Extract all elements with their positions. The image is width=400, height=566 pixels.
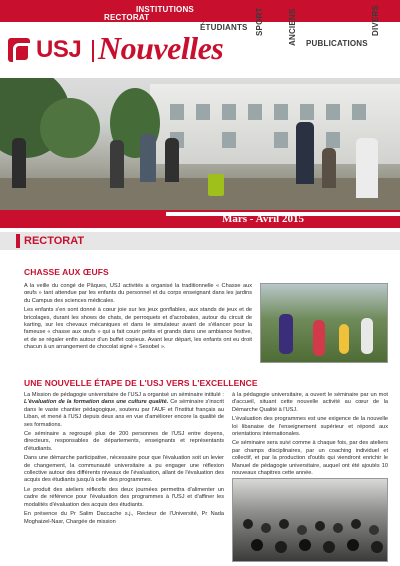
article2-right-column: [232, 392, 388, 479]
masthead-usj: USJ: [36, 36, 82, 63]
article2-paragraph: Le produit des ateliers réflexifs des deux journées permettra d'alimenter un cadre de référence pour l'évaluation des programmes à l'USJ et d'affiner les modalités d'évaluation des acquis des étudiants.: [24, 486, 224, 508]
nav-tab-rectorat[interactable]: RECTORAT: [104, 13, 150, 22]
nav-tab-etudiants[interactable]: ÉTUDIANTS: [200, 23, 248, 32]
article-title-chasse: CHASSE AUX ŒUFS: [24, 267, 109, 277]
article2-paragraph: Dans une démarche participative, nécessaire pour que l'évaluation soit un levier de changement, la communauté universitaire a pu engager une réflexion collective autour des différents niveaux de l'évaluation, allant de l'évaluation des acquis des étudiants jusqu'à celle des programmes.: [24, 455, 224, 484]
article1-paragraph: Les enfants s'en sont donné à cœur joie sur les jeux gonflables, aux stands de jeux et de bricolages, durant les shows de chats, de perroquets et d'acrobates, autour du circuit de karting, sur les chevaux mécaniques et dans le simulateur avant de s'élancer pour la fameuse « chasse aux œufs » qui a fait courir petits et grands dans une ambiance festive, et de se régaler enfin autour d'un buffet copieux. Avant leur départ, les enfants ont eu droit chacun à un arrangement de chocolat signé « Sesobel ».: [24, 307, 252, 351]
article2-intro: La Mission de pédagogie universitaire de l'USJ a organisé un séminaire intitulé :: [24, 392, 224, 398]
nav-tab-publications[interactable]: PUBLICATIONS: [306, 39, 368, 48]
nav-tab-institutions[interactable]: INSTITUTIONS: [136, 5, 194, 14]
article2-paragraph: à la pédagogie universitaire, a ouvert le séminaire par un mot d'accueil, situant cette nouvelle activité au cœur de la Démarche Qualité à l'USJ.: [232, 392, 388, 413]
issue-date: Mars - Avril 2015: [222, 213, 304, 225]
nav-tab-divers[interactable]: DIVERS: [371, 5, 380, 36]
article1-paragraph: A la veille du congé de Pâques, USJ activités a organisé la traditionnelle « Chasse aux œufs » tant attendue par les enfants du personnel et du corps enseignant dans les jardins du Campus des sciences médicales.: [24, 283, 252, 304]
hero-green-bin: [208, 174, 224, 196]
usj-logo-icon: [8, 38, 30, 62]
hero-photo: [0, 78, 400, 218]
article2-left-column: [24, 392, 224, 528]
section-title: RECTORAT: [24, 235, 85, 247]
section-marker: [16, 234, 20, 248]
masthead-nouvelles: Nouvelles: [98, 30, 224, 66]
article2-paragraph: L'évaluation des programmes est une exigence de la nouvelle loi libanaise de l'enseignement supérieur et répond aux orientations internationales.: [232, 416, 388, 438]
nav-tab-anciens[interactable]: ANCIENS: [288, 8, 297, 46]
masthead-separator: [92, 40, 94, 62]
nav-tab-sport[interactable]: SPORT: [255, 7, 264, 36]
masthead: [0, 0, 400, 80]
article-title-excellence: UNE NOUVELLE ÉTAPE DE L'USJ VERS L'EXCELLENCE: [24, 378, 258, 388]
article2-paragraph: Ce séminaire sera suivi comme à chaque fois, par des ateliers par champs disciplinaires, par un coaching individuel et collectif, et par la production d'outils qui viendront enrichir le Manuel de pédagogie universitaire, auquel ont été ajoutés 10 nouveaux chapitres cette année.: [232, 440, 388, 477]
seminar-title: L'évaluation de la formation dans une culture qualité.: [24, 399, 169, 406]
article2-intro-continued: Ce séminaire s'inscrit dans le vaste chantier pédagogique, soutenu par l'AUF et l'Institut français au Liban, et mené à l'USJ depuis deux ans en vue d'améliorer encore la qualité de ses formations.: [24, 399, 224, 428]
article1-body: [24, 283, 252, 354]
article2-paragraph: Ce séminaire a regroupé plus de 200 personnes de l'USJ entre doyens, directeurs, responsables de départements, enseignants et représentants d'étudiants.: [24, 431, 224, 452]
easter-egg-hunt-photo: [260, 283, 388, 363]
seminar-audience-photo: [232, 478, 388, 562]
article2-paragraph: En présence du Pr Salim Daccache s.j., Recteur de l'Université, Pr Nada Moghaizel-Nasr, Chargée de mission: [24, 511, 224, 525]
masthead-red-bar: [0, 0, 400, 22]
